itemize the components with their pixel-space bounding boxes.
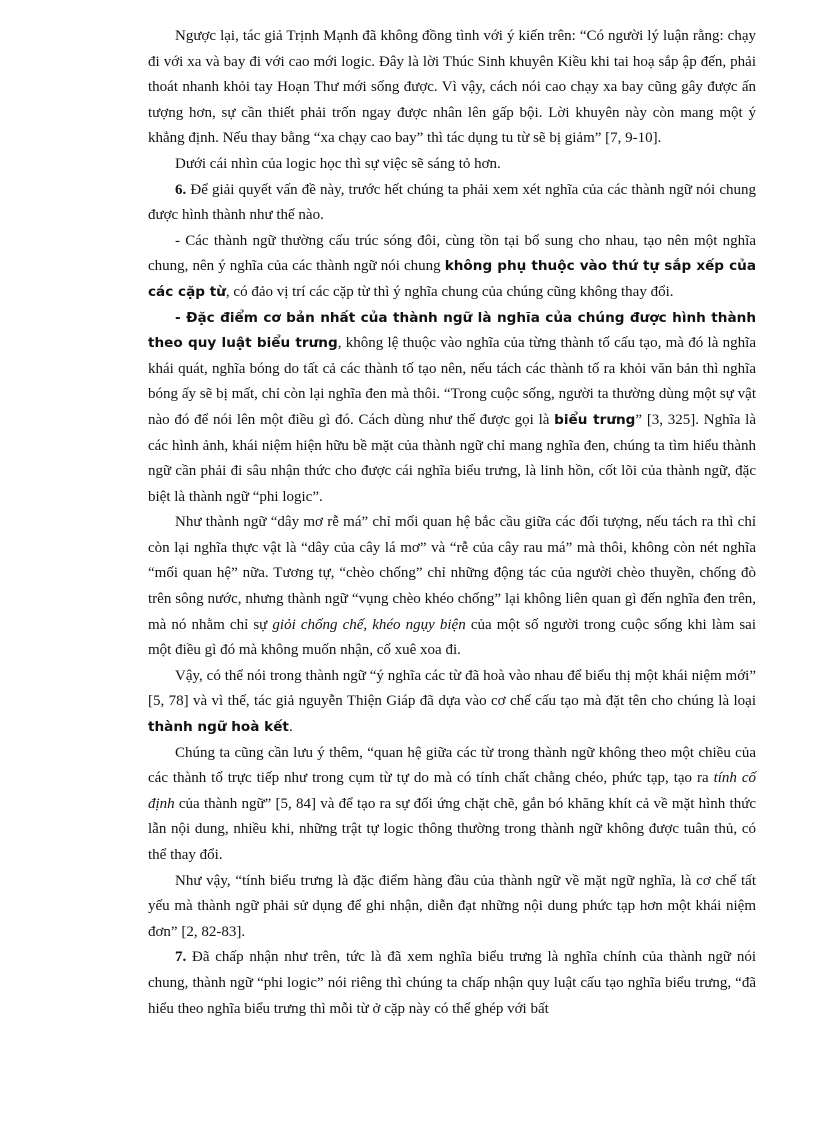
paragraph-symbolic-meaning: - Đặc điểm cơ bản nhất của thành ngữ là nghĩa của chúng được hình thành theo quy luật biểu trưng, không lệ thuộc vào nghĩa của từng thành tố cấu tạo, mà đó là nghĩa khái quát, nghĩa bóng do tất cả các thành tố tạo nên, nếu tách các thành tố ra khỏi văn bản thì nghĩa bóng ấy sẽ bị mất, chỉ còn lại nghĩa đen mà thôi. “Trong cuộc sống, người ta thường dùng một sự vật nào đó để nói lên một điều gì đó. Cách dùng như thế được gọi là biểu trưng” [3, 325]. Nghĩa là các hình ảnh, khái niệm hiện hữu bề mặt của thành ngữ chỉ mang nghĩa đen, chúng ta tìm hiểu thành ngữ cần phải đi sâu nhận thức cho được cái nghĩa biểu trưng, là linh hồn, cốt lõi của thành ngữ, đặc biệt là thành ngữ “phi logic”. [148, 309, 756, 505]
document-page [148, 24, 756, 1022]
paragraph-examples: Như thành ngữ “dây mơ rễ má” chỉ mối quan hệ bắc cầu giữa các đối tượng, nếu tách ra thì chỉ còn lại nghĩa thực vật là “dây của cây lá mơ” và “rễ của cây rau má” mà thôi, không còn nét nghĩa “mối quan hệ” nữa. Tương tự, “chèo chống” chỉ những động tác của người chèo thuyền, chống đò trên sông nước, nhưng thành ngữ “vụng chèo khéo chống” lại không liên quan gì đến nghĩa đen trên, mà nó nhằm chỉ sự giỏi chống chế, khéo ngụy biện của một số người trong cuộc sống khi làm sai một điều gì đó mà không muốn nhận, cố xuê xoa đi. [148, 514, 757, 659]
bold-phrase-fused-idiom: thành ngữ hoà kết [148, 719, 289, 736]
italic-phrase-excuse: giỏi chống chế, khéo ngụy biện [272, 616, 466, 633]
section-number-7: 7. [175, 949, 187, 966]
section-number-6: 6. [175, 181, 187, 198]
paragraph-section-6: 6. Để giải quyết vấn đề này, trước hết chúng ta phải xem xét nghĩa của các thành ngữ nói chung được hình thành như thế nào. [148, 181, 756, 224]
bold-phrase-symbol: biểu trưng [554, 411, 636, 428]
paragraph-symbolism-summary: Như vậy, “tính biểu trưng là đặc điểm hàng đầu của thành ngữ về mặt ngữ nghĩa, là cơ chế tất yếu mà thành ngữ phải sử dụng để ghi nhận, diễn đạt những nội dung phức tạp hơn một khái niệm đơn” [2, 82-83]. [148, 872, 756, 940]
bold-phrase-order: không phụ thuộc vào thứ tự sắp xếp của các cặp từ [148, 258, 757, 300]
italic-phrase-fixedness: tính cố định [148, 770, 756, 812]
paragraph-word-relations: Chúng ta cũng cần lưu ý thêm, “quan hệ giữa các từ trong thành ngữ không theo một chiều của các thành tố trực tiếp như trong cụm từ tự do mà có tính chất chằng chéo, phức tạp, tạo ra tính cố định của thành ngữ” [5, 84] và để tạo ra sự đối ứng chặt chẽ, gắn bó khăng khít cả về mặt hình thức lẫn nội dung, nhiều khi, những trật tự logic thông thường trong thành ngữ không được tuân thủ, có thể thay đổi. [148, 744, 756, 863]
paragraph-paired-structure: - Các thành ngữ thường cấu trúc sóng đôi, cùng tồn tại bổ sung cho nhau, tạo nên một nghĩa chung, nên ý nghĩa của các thành ngữ nói chung không phụ thuộc vào thứ tự sắp xếp của các cặp từ, có đảo vị trí các cặp từ thì ý nghĩa chung của chúng cũng không thay đổi. [148, 232, 757, 300]
paragraph-section-7: 7. Đã chấp nhận như trên, tức là đã xem nghĩa biểu trưng là nghĩa chính của thành ngữ nói chung, thành ngữ “phi logic” nói riêng thì chúng ta chấp nhận quy luật cấu tạo nghĩa biểu trưng, “đã hiểu theo nghĩa biểu trưng thì mỗi từ ở cặp này có thể ghép với bất [148, 949, 756, 1017]
bold-phrase-basic-feature: - Đặc điểm cơ bản nhất của thành ngữ là nghĩa của chúng được hình thành theo quy luật biểu trưng [148, 309, 756, 352]
paragraph-fused-idiom: Vậy, có thể nói trong thành ngữ “ý nghĩa các từ đã hoà vào nhau để biểu thị một khái niệm mới” [5, 78] và vì thế, tác giả nguyễn Thiện Giáp đã dựa vào cơ chế cấu tạo mà đặt tên cho chúng là loại thành ngữ hoà kết. [148, 667, 756, 736]
paragraph-logic-view: Dưới cái nhìn của logic học thì sự việc sẽ sáng tỏ hơn. [175, 155, 501, 172]
paragraph-trinh-manh-quote: Ngược lại, tác giả Trịnh Mạnh đã không đồng tình với ý kiến trên: “Có người lý luận rằng: chạy đi với xa và bay đi với cao mới logic. Đây là lời Thúc Sinh khuyên Kiều khi tai hoạ sắp ập đến, phải thoát nhanh khỏi tay Hoạn Thư mới sống được. Vì vậy, cách nói cao chạy xa bay cũng gây được ấn tượng hơn, sự cần thiết phải trốn ngay được nhân lên gấp bội. Lời khuyên này còn mang một ý khẳng định. Nếu thay bằng “xa chạy cao bay” thì tác dụng tu từ sẽ bị giảm” [7, 9-10]. [148, 28, 756, 147]
